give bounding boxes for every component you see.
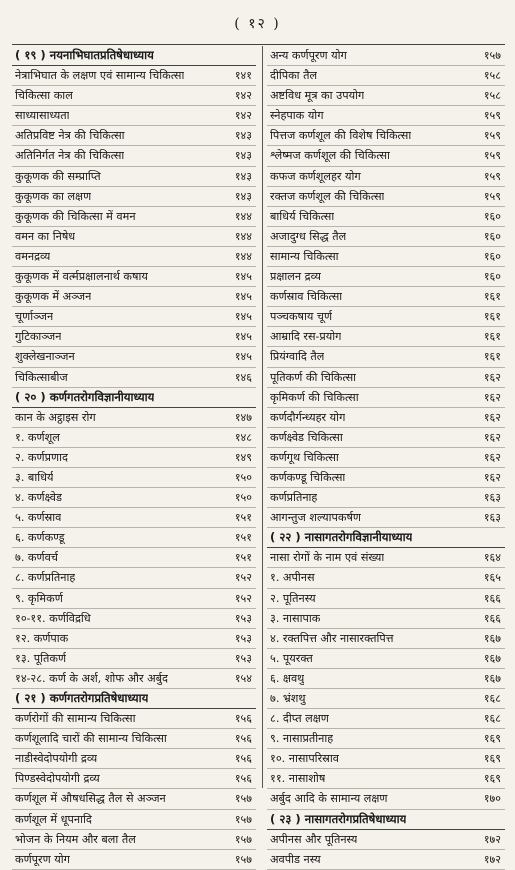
- toc-entry: [12, 428, 256, 448]
- toc-entry-title: ८. दीप्त लक्षण: [270, 712, 329, 726]
- toc-entry-title: ७. भ्रंशथु: [270, 692, 306, 705]
- toc-entry-page: १६२: [483, 370, 501, 384]
- toc-entry: [267, 126, 505, 146]
- toc-entry-title: १. कर्णशूल: [15, 430, 60, 444]
- toc-entry: [12, 669, 256, 689]
- toc-entry-page: १४३: [234, 149, 252, 163]
- chapter-heading: [267, 810, 505, 830]
- toc-entry-page: १५७: [234, 812, 252, 826]
- toc-entry-page: १६९: [483, 732, 501, 746]
- toc-entry-page: १५३: [234, 651, 252, 665]
- chapter-heading: [12, 689, 256, 709]
- toc-entry-title: कर्णस्राव चिकित्सा: [270, 290, 343, 304]
- toc-entry-page: १४४: [234, 209, 252, 223]
- toc-entry-title: कुकूणक में वर्त्मप्रक्षालनार्थ कषाय: [15, 270, 148, 284]
- toc-entry: [12, 207, 256, 227]
- toc-entry-title: १. अपीनस: [270, 571, 315, 585]
- toc-entry-page: १६७: [483, 651, 501, 665]
- chapter-heading-text: ( २३ ) नासागतरोगप्रतिषेधाध्याय: [270, 811, 407, 826]
- toc-entry-title: आम्रादि रस-प्रयोग: [270, 330, 342, 344]
- toc-entry-page: १६७: [483, 671, 501, 685]
- toc-entry-page: १४५: [234, 290, 252, 304]
- toc-entry-title: रक्तज कर्णशूल की चिकित्सा: [270, 189, 385, 203]
- toc-entry: [267, 850, 505, 870]
- toc-entry: [12, 227, 256, 247]
- toc-entry-page: १५६: [234, 752, 252, 766]
- toc-entry-page: १६१: [483, 330, 501, 344]
- toc-entry-title: सामान्य चिकित्सा: [270, 249, 339, 263]
- toc-entry-title: अजादुग्ध सिद्ध तैल: [270, 229, 347, 243]
- toc-entry: [267, 468, 505, 488]
- toc-entry-title: पित्तज कर्णशूल की विशेष चिकित्सा: [270, 129, 412, 143]
- toc-entry-page: १७२: [483, 852, 501, 866]
- toc-entry-page: १६२: [483, 410, 501, 424]
- toc-entry-page: १५०: [234, 491, 252, 505]
- toc-entry: [267, 307, 505, 327]
- toc-entry-page: १५९: [483, 169, 501, 183]
- toc-entry-title: ५. कर्णस्राव: [15, 511, 62, 525]
- chapter-heading-text: ( २२ ) नासागतरोगविज्ञानीयाध्याय: [270, 530, 413, 545]
- toc-entry-title: कान के अट्ठाइस रोग: [15, 410, 96, 424]
- toc-entry: [267, 749, 505, 769]
- toc-entry-title: कर्णकण्डू चिकित्सा: [270, 470, 346, 484]
- toc-entry: [12, 850, 256, 870]
- toc-entry: [12, 106, 256, 126]
- toc-entry-page: १४३: [234, 189, 252, 203]
- toc-entry: [267, 448, 505, 468]
- toc-entry-page: १४८: [234, 430, 252, 444]
- toc-entry-page: १६८: [483, 712, 501, 726]
- toc-entry: [12, 468, 256, 488]
- toc-entry: [12, 830, 256, 850]
- toc-entry-page: १५२: [234, 591, 252, 605]
- toc-entry-page: १६३: [483, 511, 501, 525]
- toc-entry-title: गुटिकाञ्जन: [15, 330, 62, 344]
- toc-entry-title: अतिनिर्गत नेत्र की चिकित्सा: [15, 149, 125, 163]
- toc-entry: [12, 649, 256, 669]
- toc-entry: [267, 488, 505, 508]
- toc-entry: [12, 789, 256, 809]
- chapter-heading: [12, 46, 256, 66]
- toc-entry: [267, 106, 505, 126]
- toc-entry-title: ५. पूयरक्त: [270, 651, 313, 665]
- toc-entry-page: १५७: [234, 792, 252, 806]
- toc-entry-title: नेत्राभिघात के लक्षण एवं सामान्य चिकित्सा: [15, 69, 185, 83]
- toc-entry: [267, 388, 505, 408]
- toc-entry-page: १६७: [483, 631, 501, 645]
- toc-entry: [12, 307, 256, 327]
- toc-entry: [267, 589, 505, 609]
- toc-entry-title: आगन्तुज शल्यापकर्षण: [270, 511, 362, 525]
- toc-entry-title: कर्णदौर्गन्ध्यहर योग: [270, 410, 346, 424]
- toc-entry: [267, 649, 505, 669]
- toc-entry-title: अष्टविध मूत्र का उपयोग: [270, 89, 365, 103]
- toc-entry: [12, 368, 256, 388]
- toc-entry-page: १४२: [234, 109, 252, 123]
- toc-entry-page: १४७: [234, 410, 252, 424]
- toc-entry-title: अन्य कर्णपूरण योग: [270, 49, 347, 62]
- toc-entry-title: २. पूतिनस्य: [270, 591, 316, 605]
- toc-entry: [267, 428, 505, 448]
- toc-entry-title: दीपिका तैल: [270, 69, 318, 83]
- toc-entry-page: १६६: [483, 611, 501, 625]
- toc-entry-page: १४३: [234, 169, 252, 183]
- toc-entry-title: शुक्लेखनाञ्जन: [15, 350, 75, 364]
- toc-entry: [12, 126, 256, 146]
- toc-entry: [12, 66, 256, 86]
- toc-entry: [12, 769, 256, 789]
- toc-entry-title: ६. क्षवथु: [270, 671, 305, 685]
- chapter-heading-text: ( १९ ) नयनाभिघातप्रतिषेधाध्याय: [15, 48, 154, 62]
- toc-entry: [12, 568, 256, 588]
- toc-entry-title: ७. कर्णवर्च: [15, 551, 58, 565]
- toc-entry-title: साध्यासाध्यता: [15, 109, 70, 123]
- toc-entry: [12, 167, 256, 187]
- toc-entry: [12, 187, 256, 207]
- toc-entry-title: पूतिकर्ण की चिकित्सा: [270, 370, 357, 384]
- toc-entry: [267, 207, 505, 227]
- toc-entry: [12, 448, 256, 468]
- top-rule: [12, 44, 505, 45]
- toc-entry: [12, 287, 256, 307]
- toc-entry-title: कर्णपूरण योग: [15, 852, 70, 866]
- toc-entry: [267, 247, 505, 267]
- toc-entry: [267, 709, 505, 729]
- toc-entry-title: ९. नासाप्रतीनाह: [270, 732, 334, 746]
- toc-entry-title: कर्णरोगों की सामान्य चिकित्सा: [15, 712, 136, 726]
- toc-entry-page: १४४: [234, 229, 252, 243]
- toc-entry: [267, 368, 505, 388]
- toc-entry: [12, 508, 256, 528]
- toc-entry-title: कर्णशूल में धूपनादि: [15, 812, 92, 826]
- toc-entry-page: १६२: [483, 390, 501, 404]
- toc-entry-page: १४५: [234, 330, 252, 344]
- toc-entry-title: वमन का निषेध: [15, 229, 76, 243]
- toc-entry-title: ४. कर्णक्ष्वेड: [15, 491, 62, 505]
- toc-entry: [12, 327, 256, 347]
- toc-entry: [267, 267, 505, 287]
- toc-entry-title: १३. पूतिकर्ण: [15, 651, 67, 665]
- chapter-heading: [267, 528, 505, 548]
- toc-entry-title: अतिप्रविष्ट नेत्र की चिकित्सा: [15, 129, 125, 143]
- toc-entry-title: अवपीड नस्य: [270, 852, 321, 866]
- toc-entry: [267, 568, 505, 588]
- toc-entry-title: कुकूणक की सम्प्राप्ति: [15, 169, 101, 183]
- toc-entry-title: ३. नासापाक: [270, 611, 321, 625]
- toc-entry-page: १४५: [234, 350, 252, 364]
- toc-entry-title: प्रक्षालन द्रव्य: [270, 270, 321, 284]
- chapter-heading-text: ( २० ) कर्णगतरोगविज्ञानीयाध्याय: [15, 389, 155, 404]
- toc-entry-title: वमनद्रव्य: [15, 249, 51, 263]
- toc-entry-page: १६१: [483, 290, 501, 304]
- chapter-heading: [12, 388, 256, 408]
- toc-entry: [267, 548, 505, 568]
- toc-entry-page: १६८: [483, 692, 501, 705]
- toc-entry-title: कर्णगूथ चिकित्सा: [270, 450, 339, 464]
- toc-entry-page: १६२: [483, 450, 501, 464]
- toc-entry: [267, 86, 505, 106]
- toc-entry-page: १६६: [483, 591, 501, 605]
- toc-entry-page: १६१: [483, 310, 501, 324]
- toc-entry: [12, 729, 256, 749]
- toc-entry-page: १६२: [483, 430, 501, 444]
- chapter-heading-text: ( २१ ) कर्णगतरोगप्रतिषेधाध्याय: [15, 691, 149, 705]
- toc-entry-page: १६४: [483, 551, 501, 565]
- toc-entry-title: ९. कृमिकर्ण: [15, 591, 63, 605]
- toc-entry: [12, 810, 256, 830]
- toc-entry-page: १६१: [483, 350, 501, 364]
- toc-entry-page: १४१: [234, 69, 252, 83]
- toc-entry-page: १५९: [483, 109, 501, 123]
- toc-entry: [267, 689, 505, 709]
- toc-entry: [267, 327, 505, 347]
- toc-entry-title: ६. कर्णकण्डू: [15, 531, 65, 545]
- toc-entry-title: प्रियंग्वादि तैल: [270, 350, 325, 364]
- toc-entry: [267, 347, 505, 367]
- toc-entry: [267, 769, 505, 789]
- toc-entry-title: भोजन के नियम और बला तैल: [15, 832, 136, 846]
- toc-entry-page: १६९: [483, 752, 501, 766]
- toc-entry-page: १६०: [483, 209, 501, 223]
- toc-entry: [267, 729, 505, 749]
- toc-entry-page: १५६: [234, 772, 252, 786]
- toc-entry: [12, 629, 256, 649]
- toc-entry-page: १६०: [483, 229, 501, 243]
- toc-entry-title: कर्णशूलादि चारों की सामान्य चिकित्सा: [15, 732, 167, 746]
- toc-entry-title: ३. बाधिर्य: [15, 470, 54, 484]
- toc-entry-title: बाधिर्य चिकित्सा: [270, 209, 335, 223]
- toc-entry: [12, 609, 256, 629]
- toc-entry-title: कफज कर्णशूलहर योग: [270, 169, 361, 183]
- toc-entry: [12, 347, 256, 367]
- toc-entry-title: १२. कर्णपाक: [15, 631, 69, 645]
- toc-entry-title: नाडीस्वेदोपयोगी द्रव्य: [15, 752, 98, 766]
- toc-entry: [267, 146, 505, 166]
- toc-entry-page: १४५: [234, 270, 252, 284]
- toc-entry-title: पञ्चकषाय चूर्ण: [270, 310, 333, 324]
- toc-entry: [267, 66, 505, 86]
- toc-entry-page: १५०: [234, 470, 252, 484]
- toc-entry-page: १६९: [483, 772, 501, 786]
- toc-entry-page: १४४: [234, 249, 252, 263]
- toc-entry-title: चिकित्साबीज: [15, 370, 68, 384]
- toc-entry: [12, 408, 256, 428]
- toc-entry-title: चूर्णाञ्जन: [15, 310, 54, 324]
- toc-entry-page: १५१: [234, 531, 252, 545]
- toc-entry: [12, 86, 256, 106]
- toc-entry: [267, 46, 505, 66]
- toc-entry-page: १५९: [483, 189, 501, 203]
- toc-entry-page: १५७: [234, 852, 252, 866]
- toc-entry: [12, 488, 256, 508]
- toc-entry-title: पिण्डस्वेदोपयोगी द्रव्य: [15, 772, 100, 786]
- toc-entry-title: ११. नासाशोष: [270, 772, 326, 786]
- toc-entry-title: श्लेष्मज कर्णशूल की चिकित्सा: [270, 149, 390, 163]
- toc-entry-page: १४९: [234, 450, 252, 464]
- toc-entry-page: १५३: [234, 631, 252, 645]
- toc-entry-title: स्नेहपाक योग: [270, 109, 324, 123]
- toc-entry-page: १६०: [483, 270, 501, 284]
- toc-entry-page: १५९: [483, 129, 501, 143]
- toc-entry-page: १५१: [234, 511, 252, 525]
- toc-entry-title: अर्बुद आदि के सामान्य लक्षण: [270, 792, 388, 806]
- toc-entry: [267, 408, 505, 428]
- toc-entry: [267, 187, 505, 207]
- toc-entry: [12, 749, 256, 769]
- toc-entry-title: १०-११. कर्णविद्रधि: [15, 611, 91, 625]
- toc-entry-page: १६५: [483, 571, 501, 585]
- toc-entry-page: १७२: [483, 832, 501, 846]
- toc-entry-page: १५२: [234, 571, 252, 585]
- toc-entry-title: ८. कर्णप्रतिनाह: [15, 571, 76, 585]
- toc-entry: [12, 589, 256, 609]
- toc-entry-title: १४-२८. कर्ण के अर्श, शोफ और अर्बुद: [15, 671, 168, 685]
- toc-entry-page: १४६: [234, 370, 252, 384]
- page-number: ( १२ ): [234, 16, 281, 32]
- toc-entry-title: कर्णक्ष्वेड चिकित्सा: [270, 430, 343, 444]
- toc-entry: [12, 267, 256, 287]
- toc-entry-page: १६२: [483, 470, 501, 484]
- toc-entry-page: १५९: [483, 149, 501, 163]
- toc-entry-title: कुकूणक में अञ्जन: [15, 290, 92, 304]
- toc-entry: [12, 528, 256, 548]
- toc-entry: [267, 789, 505, 809]
- toc-entry: [12, 548, 256, 568]
- toc-entry: [267, 669, 505, 689]
- toc-entry-page: १५६: [234, 712, 252, 726]
- toc-entry-page: १५८: [483, 89, 501, 103]
- toc-left-column: [12, 46, 256, 866]
- toc-entry-title: ४. रक्तपित्त और नासारक्तपित्त: [270, 631, 394, 645]
- toc-entry-title: अपीनस और पूतिनस्य: [270, 832, 358, 846]
- toc-entry-page: १५७: [483, 49, 501, 62]
- toc-entry-page: १५६: [234, 732, 252, 746]
- toc-entry-page: १५१: [234, 551, 252, 565]
- toc-entry-page: १७०: [483, 792, 501, 806]
- toc-entry-page: १५४: [234, 671, 252, 685]
- toc-entry: [12, 709, 256, 729]
- toc-entry-title: कृमिकर्ण की चिकित्सा: [270, 390, 359, 404]
- toc-entry-title: २. कर्णप्रणाद: [15, 450, 68, 464]
- toc-entry: [12, 146, 256, 166]
- toc-entry-title: १०. नासापरिस्राव: [270, 752, 339, 766]
- toc-entry-title: नासा रोगों के नाम एवं संख्या: [270, 551, 385, 565]
- toc-entry: [267, 227, 505, 247]
- toc-entry: [267, 167, 505, 187]
- toc-entry-page: १४३: [234, 129, 252, 143]
- toc-entry-page: १४५: [234, 310, 252, 324]
- toc-entry: [267, 287, 505, 307]
- toc-entry: [267, 508, 505, 528]
- toc-entry: [12, 247, 256, 267]
- toc-entry-title: कर्णप्रतिनाह: [270, 491, 318, 505]
- toc-entry-page: १५३: [234, 611, 252, 625]
- toc-entry-page: १४२: [234, 89, 252, 103]
- toc-entry-title: कुकूणक का लक्षण: [15, 189, 92, 203]
- toc-entry-title: कुकूणक की चिकित्सा में वमन: [15, 209, 136, 223]
- toc-entry: [267, 609, 505, 629]
- toc-right-column: [262, 46, 505, 866]
- toc-entry: [267, 830, 505, 850]
- toc-entry-page: १६०: [483, 249, 501, 263]
- toc-entry-page: १५७: [234, 832, 252, 846]
- toc-entry-page: १६३: [483, 491, 501, 505]
- toc-entry-page: १५८: [483, 69, 501, 83]
- toc-entry-title: चिकित्सा काल: [15, 89, 73, 103]
- toc-entry: [267, 629, 505, 649]
- toc-entry-title: कर्णशूल में औषधसिद्ध तैल से अञ्जन: [15, 792, 166, 806]
